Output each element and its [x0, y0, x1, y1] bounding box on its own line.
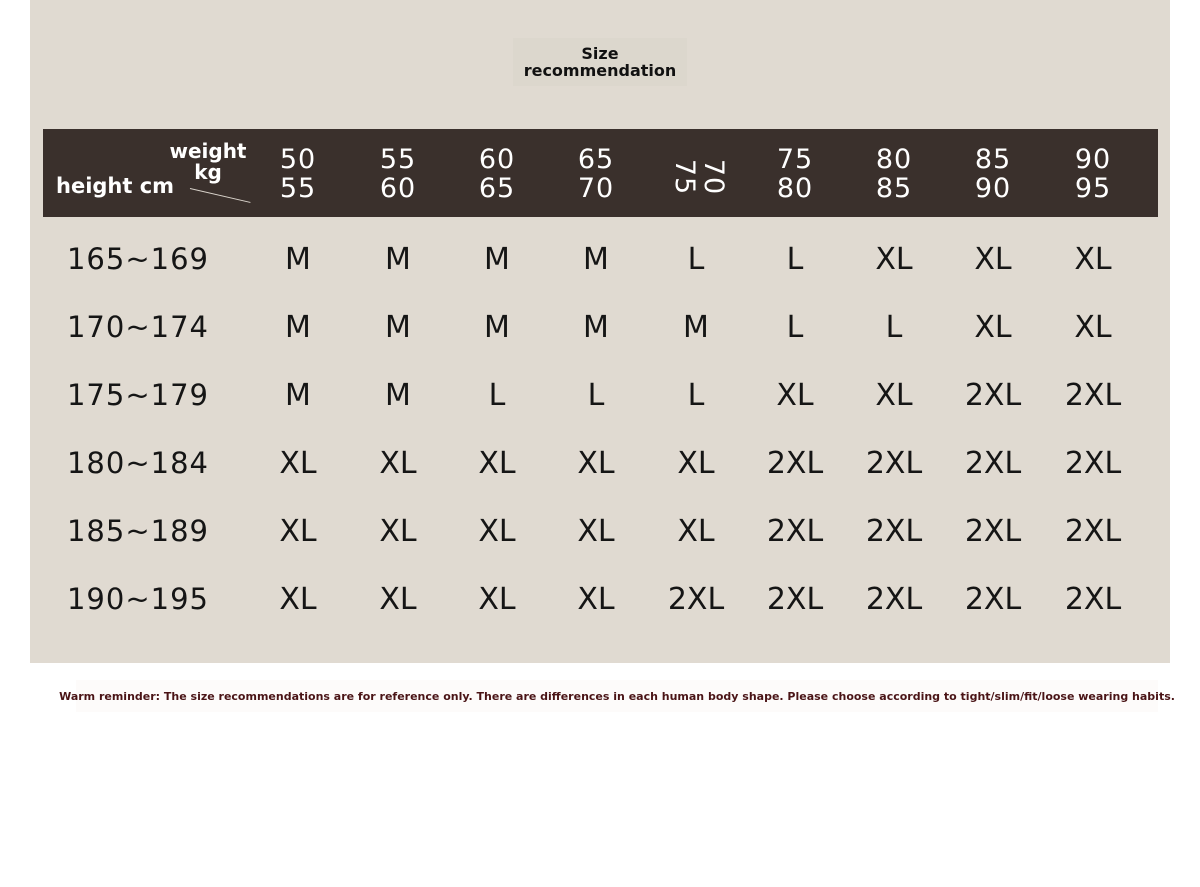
weight-range-start: 90 — [1074, 144, 1112, 175]
weight-range-header — [854, 145, 934, 209]
weight-range-end: 95 — [1074, 173, 1112, 204]
size-cell: 2XL — [766, 582, 824, 617]
size-cell: M — [385, 310, 411, 345]
size-cell: XL — [776, 378, 814, 413]
weight-range-header — [664, 137, 728, 217]
height-range-label: 180~184 — [66, 446, 209, 480]
weight-range-end: 70 — [577, 173, 615, 204]
weight-range-header — [556, 145, 636, 209]
weight-range-start: 80 — [875, 144, 913, 175]
size-cell: 2XL — [964, 582, 1022, 617]
size-cell: 2XL — [1064, 514, 1122, 549]
title-line-1: Size — [581, 44, 619, 63]
size-cell: L — [885, 310, 903, 345]
weight-range-header — [457, 145, 537, 209]
weight-range-start: 70 — [698, 158, 729, 196]
size-cell: 2XL — [865, 514, 923, 549]
size-cell: 2XL — [964, 378, 1022, 413]
size-cell: L — [786, 242, 804, 277]
size-cell: XL — [577, 446, 615, 481]
size-cell: XL — [478, 446, 516, 481]
size-cell: M — [385, 378, 411, 413]
size-cell: L — [488, 378, 506, 413]
weight-range-start: 50 — [279, 144, 317, 175]
weight-label-line-1: weight — [169, 139, 247, 163]
height-range-label: 185~189 — [66, 514, 209, 548]
size-cell: 2XL — [766, 446, 824, 481]
weight-range-end: 55 — [279, 173, 317, 204]
size-cell: M — [484, 242, 510, 277]
size-cell: 2XL — [1064, 446, 1122, 481]
height-column-label: height cm — [56, 174, 175, 198]
size-cell: XL — [974, 310, 1012, 345]
size-cell: XL — [577, 514, 615, 549]
size-cell: 2XL — [964, 446, 1022, 481]
size-cell: 2XL — [667, 582, 725, 617]
size-cell: XL — [478, 582, 516, 617]
weight-range-header — [258, 145, 338, 209]
size-cell: M — [583, 242, 609, 277]
size-cell: XL — [875, 378, 913, 413]
weight-range-start: 65 — [577, 144, 615, 175]
title-line-2: recommendation — [523, 61, 677, 80]
size-cell: 2XL — [1064, 378, 1122, 413]
size-cell: XL — [1074, 310, 1112, 345]
weight-column-label — [168, 141, 248, 183]
size-cell: XL — [974, 242, 1012, 277]
warm-reminder-text: Warm reminder: The size recommendations are for reference only. There are differences in each human body shape. Please choose according to tight/slim/fit/loose wearing habits. — [59, 689, 1175, 703]
weight-range-header — [1053, 145, 1133, 209]
size-cell: XL — [577, 582, 615, 617]
weight-range-end: 90 — [974, 173, 1012, 204]
size-cell: M — [583, 310, 609, 345]
size-cell: XL — [677, 514, 715, 549]
height-range-label: 170~174 — [66, 310, 209, 344]
weight-range-start: 75 — [776, 144, 814, 175]
size-cell: XL — [1074, 242, 1112, 277]
size-cell: 2XL — [964, 514, 1022, 549]
size-cell: 2XL — [1064, 582, 1122, 617]
size-cell: XL — [379, 514, 417, 549]
height-range-label: 190~195 — [66, 582, 209, 616]
size-cell: M — [484, 310, 510, 345]
height-range-label: 165~169 — [66, 242, 209, 276]
size-cell: 2XL — [865, 446, 923, 481]
size-cell: M — [285, 242, 311, 277]
weight-range-header — [755, 145, 835, 209]
size-cell: XL — [875, 242, 913, 277]
weight-range-end: 75 — [669, 158, 700, 196]
page-title — [513, 38, 687, 86]
size-cell: XL — [279, 514, 317, 549]
size-cell: XL — [279, 446, 317, 481]
height-range-label: 175~179 — [66, 378, 209, 412]
size-cell: XL — [379, 446, 417, 481]
size-cell: XL — [279, 582, 317, 617]
size-cell: M — [683, 310, 709, 345]
size-cell: L — [587, 378, 605, 413]
size-cell: L — [786, 310, 804, 345]
size-cell: XL — [478, 514, 516, 549]
weight-range-header — [953, 145, 1033, 209]
size-cell: M — [385, 242, 411, 277]
weight-range-end: 65 — [478, 173, 516, 204]
weight-range-end: 80 — [776, 173, 814, 204]
size-cell: 2XL — [865, 582, 923, 617]
weight-range-start: 60 — [478, 144, 516, 175]
size-cell: M — [285, 378, 311, 413]
weight-range-end: 85 — [875, 173, 913, 204]
size-cell: XL — [379, 582, 417, 617]
reminder-box — [59, 680, 1175, 712]
weight-label-line-2: kg — [194, 160, 222, 184]
weight-range-start: 55 — [379, 144, 417, 175]
weight-range-header — [358, 145, 438, 209]
size-cell: L — [687, 242, 705, 277]
size-cell: 2XL — [766, 514, 824, 549]
weight-range-start: 85 — [974, 144, 1012, 175]
size-cell: XL — [677, 446, 715, 481]
size-cell: M — [285, 310, 311, 345]
weight-range-end: 60 — [379, 173, 417, 204]
size-cell: L — [687, 378, 705, 413]
